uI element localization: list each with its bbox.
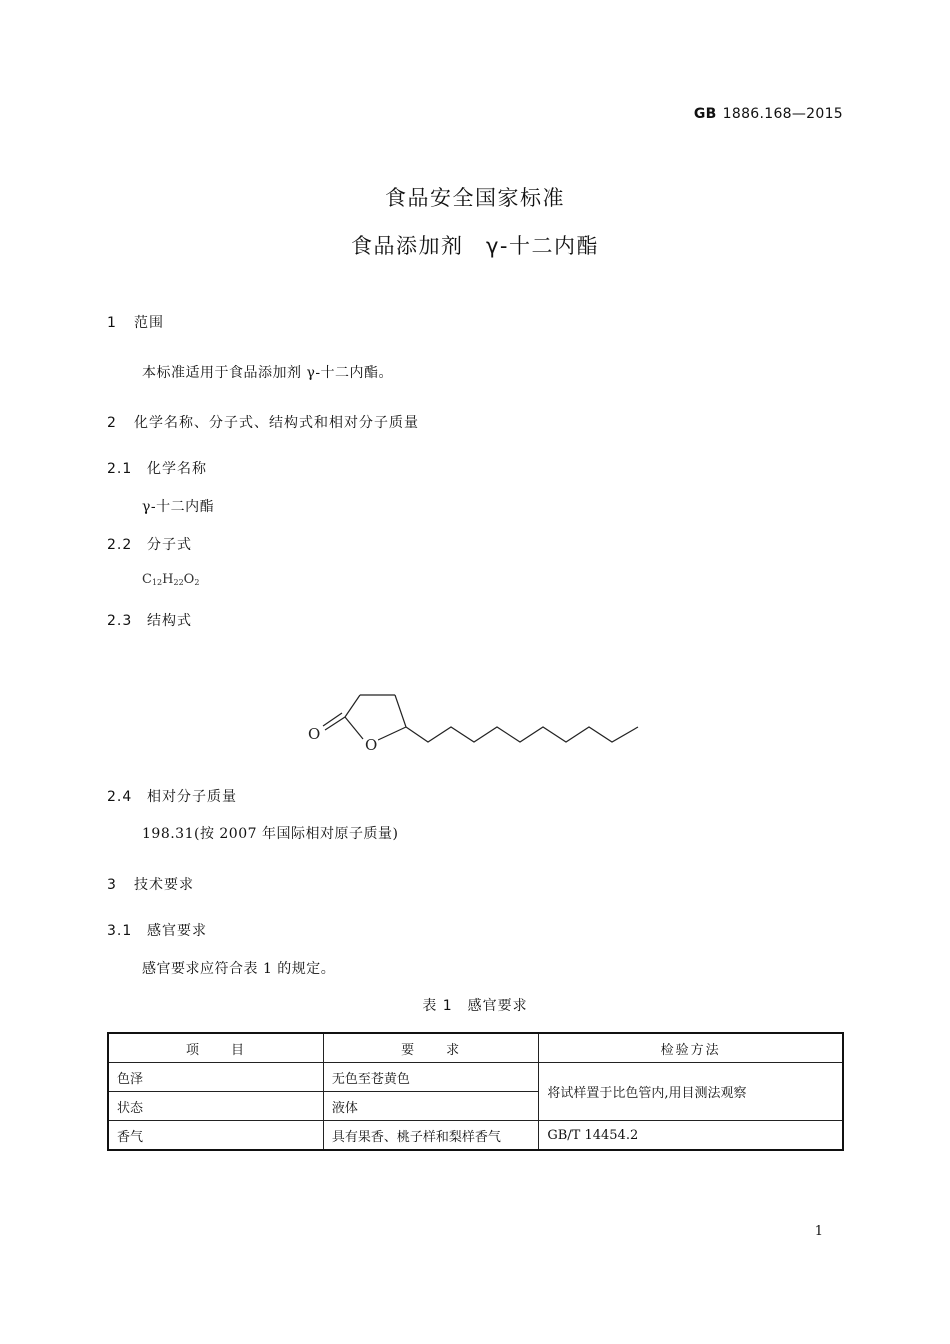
ring-bond bbox=[395, 695, 406, 727]
formula-element-o: O bbox=[183, 572, 195, 587]
section-title: 技术要求 bbox=[134, 877, 194, 893]
column-header-method: 检验方法 bbox=[539, 1033, 843, 1063]
ring-bond bbox=[378, 727, 406, 740]
formula-count-o: 2 bbox=[194, 578, 200, 587]
section-title: 化学名称、分子式、结构式和相对分子质量 bbox=[134, 415, 419, 431]
atom-o-ring: O bbox=[365, 736, 378, 754]
sensory-requirements-table bbox=[107, 1032, 844, 1151]
section-title: 相对分子质量 bbox=[147, 789, 237, 805]
section-number: 2.3 bbox=[107, 613, 133, 629]
section-number: 2 bbox=[107, 415, 117, 431]
cell-requirement: 无色至苍黄色 bbox=[323, 1063, 538, 1092]
cell-requirement: 液体 bbox=[323, 1092, 538, 1121]
section-number: 1 bbox=[107, 315, 117, 331]
cell-item: 色泽 bbox=[108, 1063, 323, 1092]
section-2-2-heading bbox=[107, 534, 192, 554]
section-3-heading bbox=[107, 874, 194, 894]
section-3-1-heading bbox=[107, 920, 207, 940]
formula-count-c: 12 bbox=[151, 578, 163, 587]
ring-bond bbox=[345, 717, 363, 739]
page-number: 1 bbox=[814, 1224, 823, 1239]
section-number: 3 bbox=[107, 877, 117, 893]
atom-o-carbonyl: O bbox=[308, 725, 321, 743]
section-number: 2.2 bbox=[107, 537, 133, 553]
cell-item: 香气 bbox=[108, 1121, 323, 1151]
section-number: 3.1 bbox=[107, 923, 133, 939]
section-title: 化学名称 bbox=[147, 461, 207, 477]
section-title: 感官要求 bbox=[147, 923, 207, 939]
table-caption: 表 1 感官要求 bbox=[422, 998, 528, 1014]
formula-count-h: 22 bbox=[173, 578, 184, 587]
section-3-1-text: 感官要求应符合表 1 的规定。 bbox=[142, 961, 336, 977]
section-1-text: 本标准适用于食品添加剂 γ-十二内酯。 bbox=[142, 365, 394, 381]
column-header-item: 项 目 bbox=[108, 1033, 323, 1063]
section-2-4-heading bbox=[107, 786, 237, 806]
section-2-1-heading bbox=[107, 458, 207, 478]
carbonyl-bond bbox=[325, 717, 345, 730]
ring-bond bbox=[345, 695, 360, 717]
cell-method: GB/T 14454.2 bbox=[539, 1121, 843, 1151]
section-title: 结构式 bbox=[147, 613, 192, 629]
table-row bbox=[108, 1121, 843, 1151]
structural-formula bbox=[300, 680, 650, 760]
cell-requirement: 具有果香、桃子样和梨样香气 bbox=[323, 1121, 538, 1151]
formula-element-h: H bbox=[162, 572, 174, 587]
section-1-heading bbox=[107, 312, 164, 332]
table-row bbox=[108, 1063, 843, 1092]
chemical-name: γ-十二内酯 bbox=[142, 499, 215, 515]
formula-element-c: C bbox=[142, 572, 152, 587]
standard-number: 1886.168—2015 bbox=[722, 106, 843, 122]
section-2-heading bbox=[107, 412, 419, 432]
alkyl-chain bbox=[406, 727, 638, 742]
column-header-requirement: 要 求 bbox=[323, 1033, 538, 1063]
section-number: 2.4 bbox=[107, 789, 133, 805]
cell-item: 状态 bbox=[108, 1092, 323, 1121]
standard-prefix: GB bbox=[693, 106, 717, 122]
cell-method: 将试样置于比色管内,用目测法观察 bbox=[539, 1063, 843, 1121]
document-subtitle: 食品添加剂 γ-十二内酯 bbox=[350, 234, 599, 258]
table-header-row bbox=[108, 1033, 843, 1063]
carbonyl-bond bbox=[323, 713, 342, 726]
document-title: 食品安全国家标准 bbox=[385, 186, 565, 210]
standard-code bbox=[694, 106, 843, 122]
section-2-3-heading bbox=[107, 610, 192, 630]
section-title: 范围 bbox=[134, 315, 164, 331]
molecular-mass-text: 198.31(按 2007 年国际相对原子质量) bbox=[142, 826, 399, 842]
molecular-formula bbox=[142, 572, 199, 587]
section-number: 2.1 bbox=[107, 461, 133, 477]
section-title: 分子式 bbox=[147, 537, 192, 553]
